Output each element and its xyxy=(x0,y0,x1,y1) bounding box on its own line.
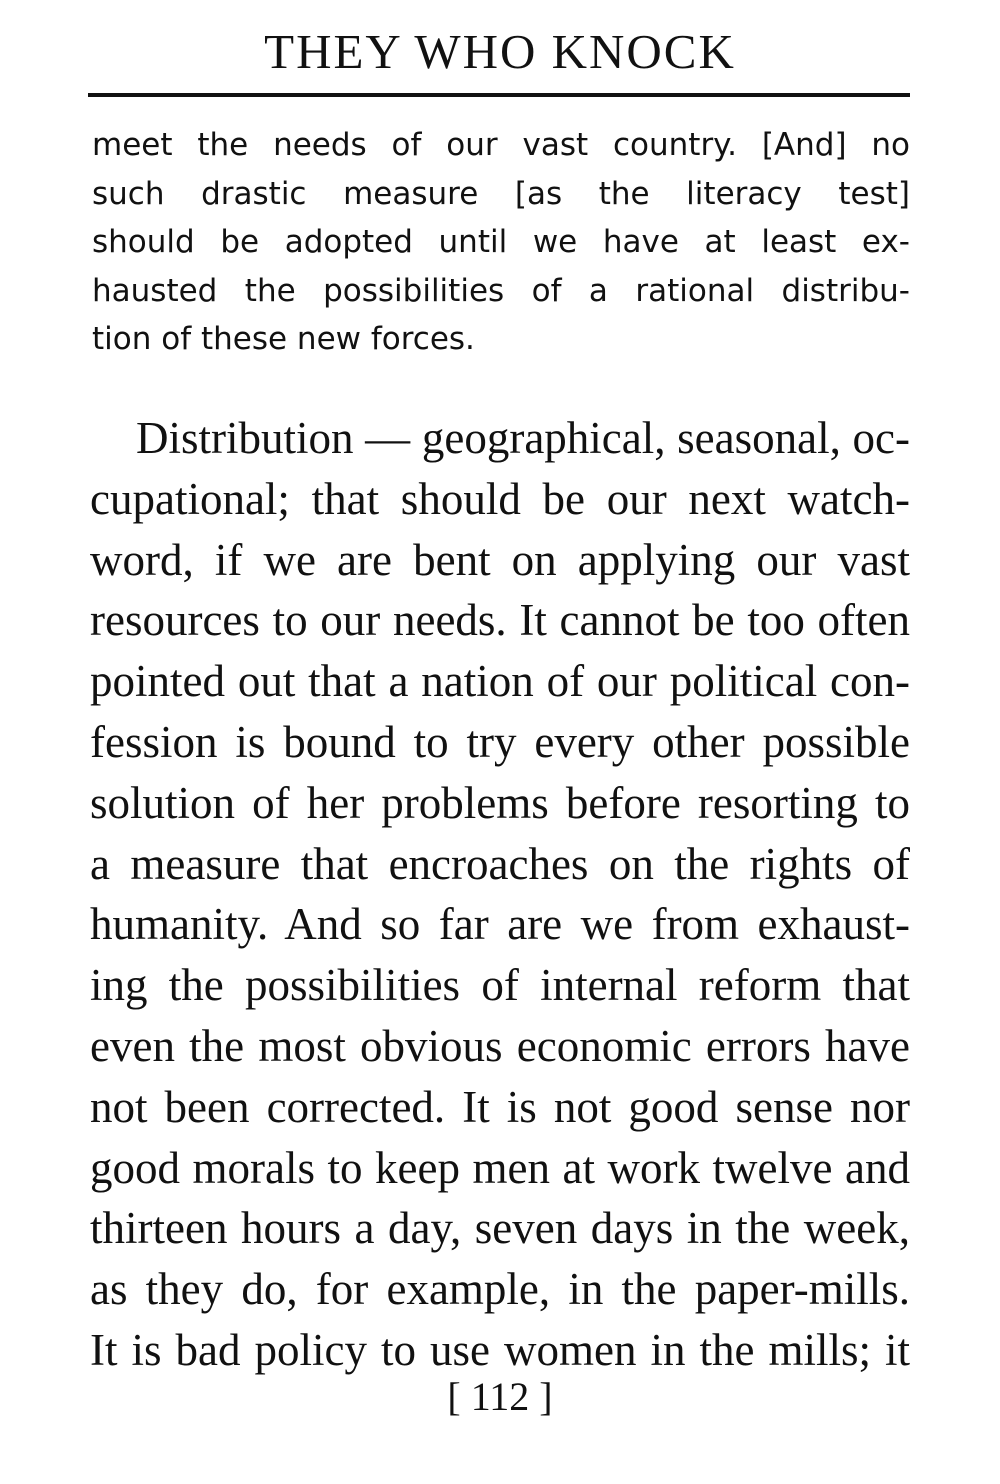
page-number: [ 112 ] xyxy=(447,1374,553,1419)
quote-line: hausted the possibilities of a rational distribu- xyxy=(92,272,910,309)
body-line: cupational; that should be our next watch- xyxy=(90,473,910,524)
quote-line: tion of these new forces. xyxy=(92,321,475,357)
body-line: pointed out that a nation of our political con- xyxy=(90,656,910,707)
body-line: good morals to keep men at work twelve and xyxy=(90,1142,910,1193)
body-line: It is bad policy to use women in the mills; it xyxy=(90,1324,910,1375)
body-line: resources to our needs. It cannot be too often xyxy=(90,595,910,646)
body-line: a measure that encroaches on the rights of xyxy=(90,838,910,889)
block-quote xyxy=(92,121,910,364)
quote-line: should be adopted until we have at least ex- xyxy=(92,224,910,260)
body-line: fession is bound to try every other possible xyxy=(90,716,910,767)
body-line: solution of her problems before resorting to xyxy=(90,777,910,828)
body-line: Distribution — geographical, seasonal, oc- xyxy=(136,413,910,463)
body-paragraph xyxy=(90,408,910,1381)
body-line: even the most obvious economic errors have xyxy=(90,1020,910,1071)
quote-line: such drastic measure [as the literacy test] xyxy=(92,175,910,212)
body-line: as they do, for example, in the paper-mills. xyxy=(90,1264,910,1315)
quote-line: meet the needs of our vast country. [And] no xyxy=(92,127,910,163)
body-line: ing the possibilities of internal reform that xyxy=(90,960,910,1011)
body-line: word, if we are bent on applying our vast xyxy=(90,534,910,585)
header-rule xyxy=(88,93,910,97)
body-line: not been corrected. It is not good sense nor xyxy=(90,1081,910,1132)
running-head-title: THEY WHO KNOCK xyxy=(264,24,736,79)
body-line: thirteen hours a day, seven days in the week, xyxy=(90,1203,910,1254)
body-line: humanity. And so far are we from exhaust- xyxy=(90,899,910,950)
